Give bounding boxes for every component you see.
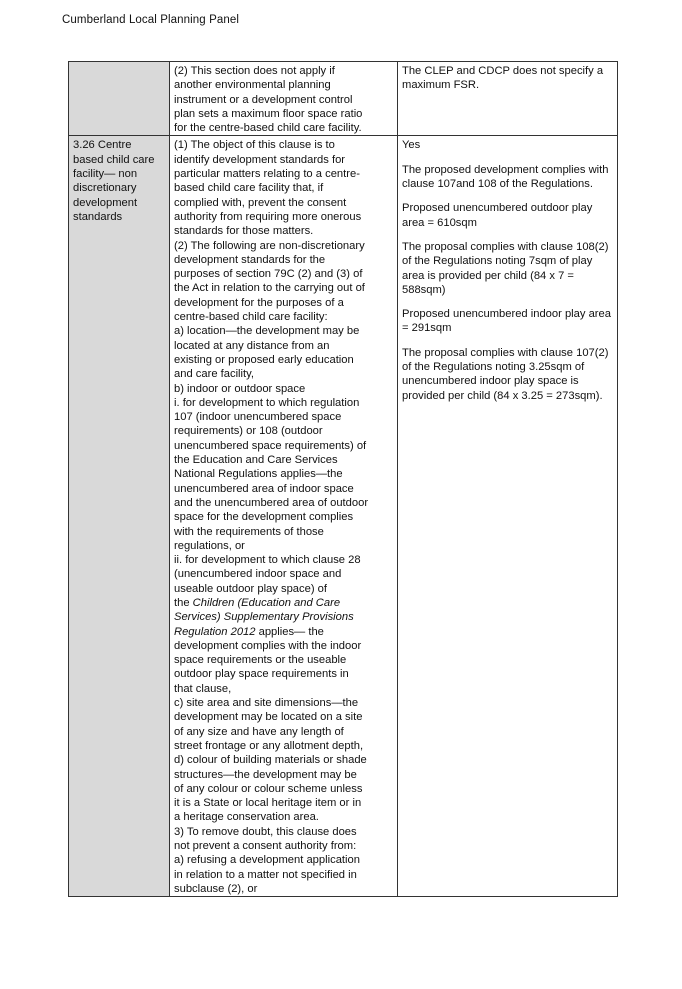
- clause-label-cell: [69, 136, 170, 897]
- clause-line: [174, 610, 393, 624]
- comment-paragraph: The proposal complies with clause 107(2) of the Regulations noting 3.25sqm of unencumbered indoor play space is provided per child (84 x 3.25 = 273sqm).: [402, 346, 609, 402]
- label-line: development: [73, 196, 138, 209]
- comment-cell: [398, 136, 618, 897]
- clause-line: of any size and have any length of: [174, 725, 344, 738]
- clause-line: unencumbered area of indoor space: [174, 482, 354, 495]
- clause-line: that clause,: [174, 682, 232, 695]
- clause-line: it is a State or local heritage item or in: [174, 797, 362, 810]
- clause-line: a heritage conservation area.: [174, 811, 319, 824]
- clause-line: development standards for the: [174, 253, 326, 266]
- clause-line: regulations, or: [174, 539, 245, 552]
- clause-line: (1) The object of this clause is to: [174, 139, 335, 152]
- table-row: [69, 136, 618, 897]
- clause-line: based child care facility that, if: [174, 182, 324, 195]
- clause-line: space for the development complies: [174, 511, 354, 524]
- clause-text-cell: [170, 62, 398, 136]
- comment-paragraph: The proposal complies with clause 108(2) of the Regulations noting 7sqm of play area is provided per child (84 x 7 = 588sqm): [402, 240, 609, 296]
- clause-label-cell: [69, 62, 170, 136]
- clause-line: located at any distance from an: [174, 339, 330, 352]
- clause-line: in relation to a matter not specified in: [174, 868, 357, 881]
- clause-line: identify development standards for: [174, 153, 346, 166]
- label-line: discretionary: [73, 182, 137, 195]
- clause-line: 107 (indoor unencumbered space: [174, 411, 342, 424]
- clause-line-prefix: the: [174, 596, 193, 609]
- clause-line: and care facility,: [174, 368, 255, 381]
- clause-line: particular matters relating to a centre-: [174, 168, 360, 181]
- clause-line: not prevent a consent authority from:: [174, 840, 357, 853]
- label-line: standards: [73, 210, 123, 223]
- clause-line: standards for those matters.: [174, 225, 314, 238]
- clause-line: structures—the development may be: [174, 768, 357, 781]
- label-line: based child care: [73, 153, 155, 166]
- clause-line: c) site area and site dimensions—the: [174, 697, 359, 710]
- clause-line: requirements) or 108 (outdoor: [174, 425, 323, 438]
- clause-line: subclause (2), or: [174, 882, 258, 895]
- clause-line: a) location—the development may be: [174, 325, 360, 338]
- clause-line: National Regulations applies—the: [174, 468, 343, 481]
- clause-line: i. for development to which regulation: [174, 396, 360, 409]
- clause-line: plan sets a maximum floor space ratio: [174, 107, 363, 120]
- clause-text-cell: [170, 136, 398, 897]
- label-line: facility— non: [73, 168, 138, 181]
- clause-line: b) indoor or outdoor space: [174, 382, 306, 395]
- clause-line: d) colour of building materials or shade: [174, 754, 367, 767]
- clause-line: ii. for development to which clause 28: [174, 554, 361, 567]
- clause-line: instrument or a development control: [174, 93, 353, 106]
- document-header: Cumberland Local Planning Panel: [62, 14, 239, 26]
- clause-line: development may be located on a site: [174, 711, 363, 724]
- clause-line: unencumbered space requirements) of: [174, 439, 367, 452]
- clause-line: (unencumbered indoor space and: [174, 568, 342, 581]
- clause-line: development complies with the indoor: [174, 639, 362, 652]
- clause-line: [174, 625, 393, 639]
- comment-paragraph: Proposed unencumbered indoor play area = 291sqm: [402, 308, 611, 335]
- comment-text: The CLEP and CDCP does not specify a maximum FSR.: [402, 65, 604, 92]
- clause-line: [174, 596, 393, 610]
- clause-line: of any colour or colour scheme unless: [174, 782, 363, 795]
- clause-line: the Act in relation to the carrying out of: [174, 282, 365, 295]
- clause-line: (2) This section does not apply if: [174, 65, 335, 77]
- clause-line: authority from requiring more onerous: [174, 210, 362, 223]
- clause-line: street frontage or any allotment depth,: [174, 739, 364, 752]
- clause-line: useable outdoor play space) of: [174, 582, 327, 595]
- compliance-status: Yes: [402, 139, 421, 152]
- clause-line: space requirements or the useable: [174, 654, 347, 667]
- clause-line: (2) The following are non-discretionary: [174, 239, 365, 252]
- clause-line: complied with, prevent the consent: [174, 196, 347, 209]
- table-row: [69, 62, 618, 136]
- regulation-title-italic: Children (Education and Care: [192, 596, 341, 609]
- clause-line: and the unencumbered area of outdoor: [174, 496, 369, 509]
- clause-line: purposes of section 79C (2) and (3) of: [174, 268, 363, 281]
- comment-paragraph: Proposed unencumbered outdoor play area = 610sqm: [402, 202, 593, 229]
- clause-line: development for the purposes of a: [174, 296, 344, 309]
- clause-line: with the requirements of those: [174, 525, 324, 538]
- regulation-title-italic: Services) Supplementary Provisions: [174, 611, 354, 624]
- comment-cell: [398, 62, 618, 136]
- regulation-title-italic: Regulation 2012: [174, 625, 256, 638]
- clause-line: 3) To remove doubt, this clause does: [174, 825, 357, 838]
- clause-line: centre-based child care facility:: [174, 311, 328, 324]
- comment-paragraph: The proposed development complies with clause 107and 108 of the Regulations.: [402, 163, 609, 191]
- clause-line-suffix: applies— the: [255, 625, 324, 638]
- clause-line: for the centre-based child care facility.: [174, 122, 362, 135]
- clause-line: another environmental planning: [174, 79, 331, 92]
- clause-line: outdoor play space requirements in: [174, 668, 349, 681]
- compliance-table: [68, 61, 618, 897]
- clause-line: existing or proposed early education: [174, 353, 354, 366]
- clause-line: a) refusing a development application: [174, 854, 360, 867]
- clause-line: the Education and Care Services: [174, 454, 338, 467]
- label-line: 3.26 Centre: [73, 139, 132, 152]
